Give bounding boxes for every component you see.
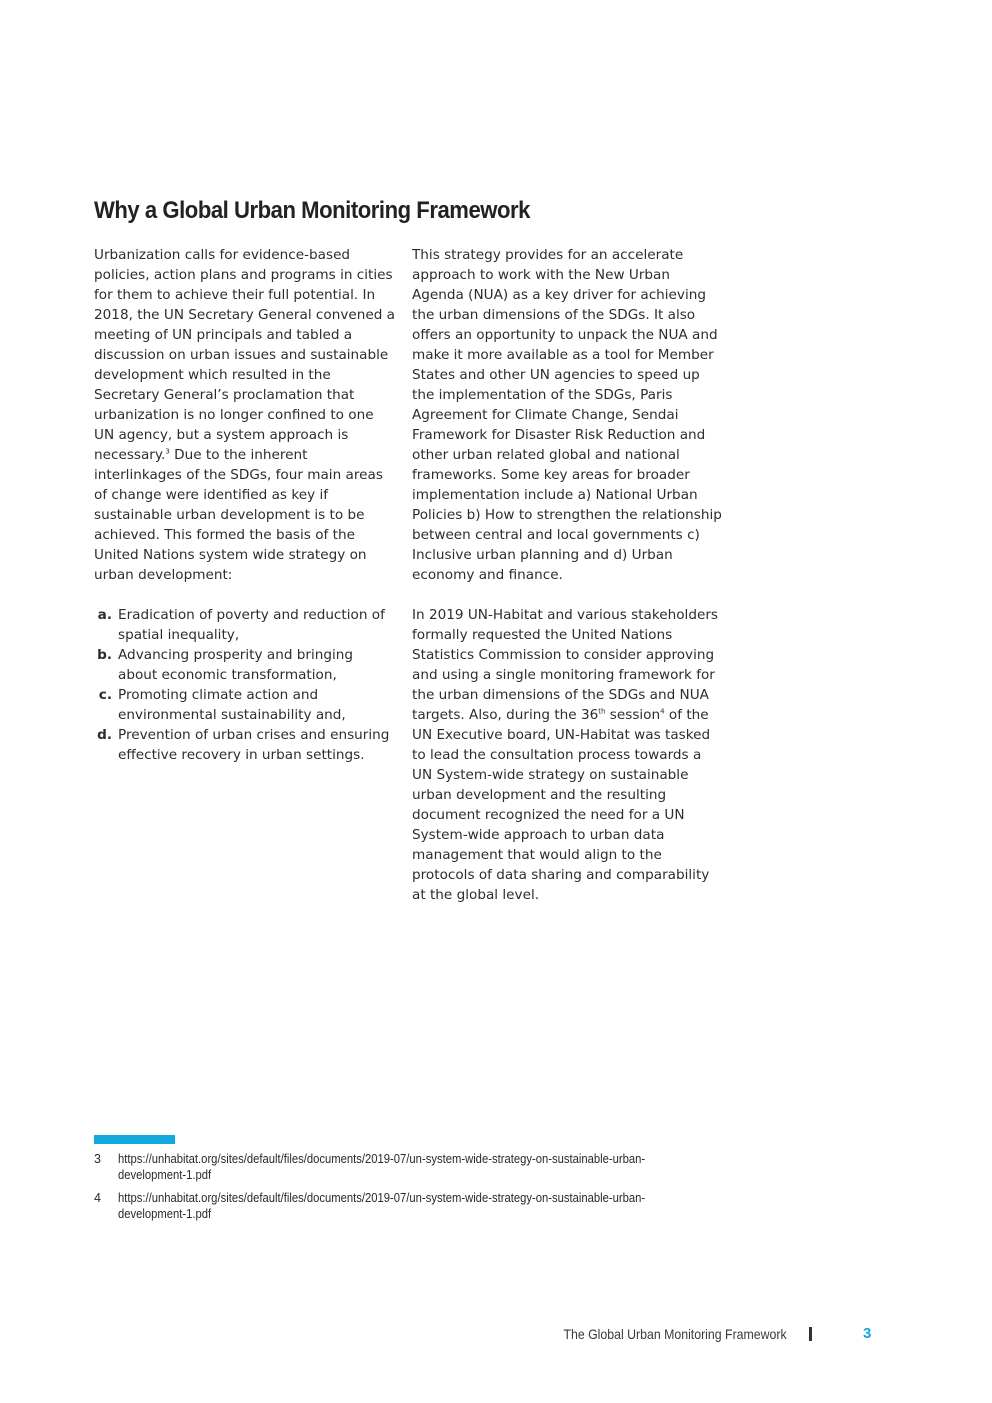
right-column <box>412 245 722 905</box>
habitat-text: In 2019 UN-Habitat and various stakeholders formally requested the United Nations Statistics Commission to consider approving and using a single monitoring framework for the urban dimensions of the SDGs and NUA targets. Also, during the 36 <box>412 607 718 723</box>
footer-title: The Global Urban Monitoring Framework <box>563 1326 787 1342</box>
list-item-text: Promoting climate action and environmental sustainability and, <box>118 687 346 723</box>
habitat-paragraph <box>412 605 722 905</box>
footnote-link[interactable]: https://unhabitat.org/sites/default/files/documents/2019-07/un-system-wide-strategy-on-sustainable-urban-development-1.pdf <box>118 1191 646 1221</box>
list-marker: d. <box>97 727 112 743</box>
footnote-number: 4 <box>94 1191 101 1205</box>
habitat-text-cont: of the UN Executive board, UN-Habitat was tasked to lead the consultation process towards a UN System-wide strategy on sustainable urban development and the resulting document recognized the need for a UN System-wide approach to urban data management that would align to the protocols of data sharing and comparability at the global level. <box>412 707 711 903</box>
footnote-3 <box>94 1151 714 1183</box>
left-column <box>94 245 396 765</box>
list-item <box>94 645 396 685</box>
list-item-text: Prevention of urban crises and ensuring effective recovery in urban settings. <box>118 727 390 763</box>
footnote-number: 3 <box>94 1152 101 1166</box>
intro-text-cont: Due to the inherent interlinkages of the SDGs, four main areas of change were identified as key if sustainable urban development is to be achieved. This formed the basis of the United Nations system wide strategy on urban development: <box>94 447 383 583</box>
areas-of-change-list <box>94 605 396 765</box>
list-marker: a. <box>97 607 112 623</box>
intro-paragraph <box>94 245 396 585</box>
footnote-4 <box>94 1190 714 1222</box>
list-item-text: Eradication of poverty and reduction of spatial inequality, <box>118 607 385 643</box>
list-item-text: Advancing prosperity and bringing about economic transformation, <box>118 647 354 683</box>
strategy-paragraph: This strategy provides for an accelerate approach to work with the New Urban Agenda (NUA) as a key driver for achieving the urban dimensions of the SDGs. It also offers an opportunity to unpack the NUA and make it more available as a tool for Member States and other UN agencies to speed up the implementation of the SDGs, Paris Agreement for Climate Change, Sendai Framework for Disaster Risk Reduction and other urban related global and national frameworks. Some key areas for broader implementation include a) National Urban Policies b) How to strengthen the relationship between central and local governments c) Inclusive urban planning and d) Urban economy and finance. <box>412 247 722 583</box>
page-number: 3 <box>863 1325 872 1342</box>
footnote-link[interactable]: https://unhabitat.org/sites/default/files/documents/2019-07/un-system-wide-strategy-on-sustainable-urban-development-1.pdf <box>118 1152 646 1182</box>
ordinal-suffix: th <box>598 707 606 716</box>
footer-separator <box>809 1327 812 1341</box>
intro-text: Urbanization calls for evidence-based policies, action plans and programs in cities for them to achieve their full potential. In 2018, the UN Secretary General convened a meeting of UN principals and tabled a discussion on urban issues and sustainable development which resulted in the Secretary General’s proclamation that urbanization is no longer confined to one UN agency, but a system approach is necessary. <box>94 247 396 463</box>
habitat-text-session: session <box>605 707 661 723</box>
footnote-divider <box>94 1135 175 1144</box>
page-title: Why a Global Urban Monitoring Framework <box>94 197 530 224</box>
footnote-ref-3: 3 <box>165 447 170 456</box>
list-item <box>94 605 396 645</box>
list-item <box>94 685 396 725</box>
list-marker: c. <box>98 687 112 703</box>
list-marker: b. <box>97 647 112 663</box>
list-item <box>94 725 396 765</box>
footnote-ref-4: 4 <box>660 707 665 716</box>
